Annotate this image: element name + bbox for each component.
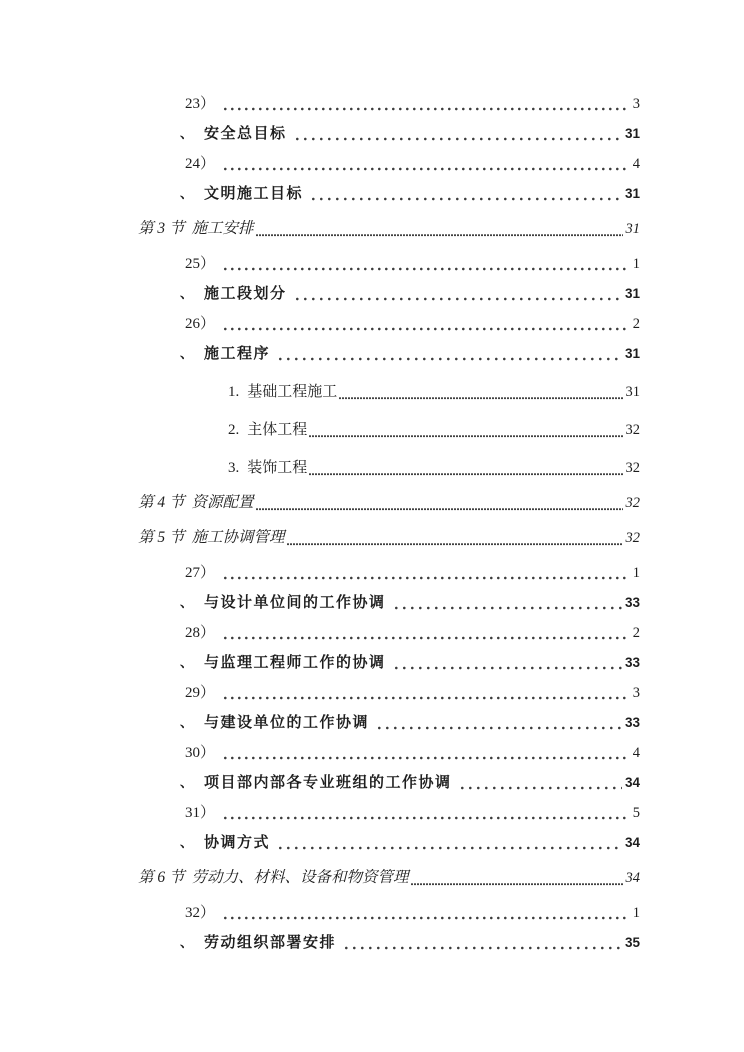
toc-entry-title: 与建设单位的工作协调 (204, 714, 370, 731)
dot-leader-icon (345, 946, 622, 950)
toc-entry-prefix: 29） (185, 685, 216, 701)
dot-leader-icon (256, 233, 623, 237)
toc-entry[interactable] (0, 742, 640, 764)
dot-leader-icon (224, 756, 630, 760)
toc-entry[interactable] (0, 218, 640, 240)
toc-entry-prefix: 、 (180, 775, 194, 790)
dot-leader-icon (296, 297, 622, 301)
page-number: 31 (624, 186, 640, 201)
toc-entry[interactable] (0, 492, 640, 514)
toc-entry-title: 施工安排 (191, 220, 254, 237)
toc-entry-prefix: 2. (228, 422, 240, 438)
toc-entry-title: 基础工程施工 (247, 384, 338, 400)
dot-leader-icon (224, 267, 630, 271)
toc-entry-title: 协调方式 (204, 834, 271, 851)
toc-entry[interactable] (0, 153, 640, 175)
toc-entry-title: 安全总目标 (204, 125, 287, 142)
toc-entry[interactable] (0, 183, 640, 205)
dot-leader-icon (309, 434, 622, 438)
dot-leader-icon (395, 666, 622, 670)
toc-entry-prefix: 、 (180, 715, 194, 730)
page-number: 4 (632, 156, 640, 172)
toc-entry-prefix: 第 6 节 (138, 869, 185, 886)
toc-entry-prefix: 31） (185, 805, 216, 821)
toc-entry[interactable] (0, 283, 640, 305)
page-number: 3 (632, 96, 640, 112)
page-number: 5 (632, 805, 640, 821)
page-number: 35 (624, 935, 640, 950)
toc-entry[interactable] (0, 419, 640, 441)
dot-leader-icon (339, 396, 622, 400)
dot-leader-icon (224, 107, 630, 111)
toc-entry[interactable] (0, 932, 640, 954)
toc-entry[interactable] (0, 902, 640, 924)
toc-entry[interactable] (0, 253, 640, 275)
dot-leader-icon (224, 696, 630, 700)
page-number: 31 (625, 384, 640, 400)
page-number: 1 (632, 905, 640, 921)
toc-entry-prefix: 25） (185, 256, 216, 272)
toc-entry-title: 资源配置 (191, 494, 254, 511)
dot-leader-icon (224, 576, 630, 580)
toc-entry-prefix: 26） (185, 316, 216, 332)
toc-entry-prefix: 28） (185, 625, 216, 641)
toc-entry[interactable] (0, 592, 640, 614)
dot-leader-icon (256, 507, 623, 511)
page-number: 33 (624, 595, 640, 610)
toc-entry-prefix: 、 (180, 835, 194, 850)
toc-entry[interactable] (0, 527, 640, 549)
toc-entry[interactable] (0, 712, 640, 734)
dot-leader-icon (279, 846, 622, 850)
toc-entry-title: 施工段划分 (204, 285, 287, 302)
toc-entry-prefix: 、 (180, 595, 194, 610)
page-number: 32 (625, 495, 640, 511)
page-number: 34 (624, 835, 640, 850)
page-number: 32 (625, 460, 640, 476)
page-number: 31 (624, 286, 640, 301)
toc-entry[interactable] (0, 343, 640, 365)
toc-entry-prefix: 24） (185, 156, 216, 172)
page-number: 3 (632, 685, 640, 701)
toc-entry[interactable] (0, 381, 640, 403)
toc-entry-prefix: 第 3 节 (138, 220, 185, 237)
toc-entry-prefix: 3. (228, 460, 240, 476)
page-number: 2 (632, 625, 640, 641)
dot-leader-icon (224, 636, 630, 640)
toc-entry-title: 项目部内部各专业班组的工作协调 (204, 774, 452, 791)
page-number: 34 (624, 775, 640, 790)
page-number: 2 (632, 316, 640, 332)
dot-leader-icon (224, 916, 630, 920)
page-number: 31 (625, 221, 640, 237)
toc-entry[interactable] (0, 457, 640, 479)
toc-entry-prefix: 1. (228, 384, 240, 400)
toc-entry[interactable] (0, 313, 640, 335)
page-number: 4 (632, 745, 640, 761)
dot-leader-icon (461, 786, 622, 790)
dot-leader-icon (287, 542, 623, 546)
toc-entry-prefix: 30） (185, 745, 216, 761)
toc-entry-prefix: 、 (180, 186, 194, 201)
toc-entry-title: 劳动组织部署安排 (204, 934, 337, 951)
toc-entry-title: 与监理工程师工作的协调 (204, 654, 386, 671)
toc-entry-prefix: 、 (180, 935, 194, 950)
page-number: 1 (632, 565, 640, 581)
dot-leader-icon (224, 327, 630, 331)
toc-entry[interactable] (0, 123, 640, 145)
toc-entry-prefix: 、 (180, 126, 194, 141)
page-number: 32 (625, 422, 640, 438)
toc-entry-title: 主体工程 (247, 422, 308, 438)
dot-leader-icon (411, 882, 623, 886)
toc-entry-prefix: 第 4 节 (138, 494, 185, 511)
toc-entry[interactable] (0, 682, 640, 704)
page-number: 32 (625, 530, 640, 546)
toc-entry[interactable] (0, 93, 640, 115)
toc-entry-prefix: 、 (180, 346, 194, 361)
toc-entry-title: 劳动力、材料、设备和物资管理 (191, 869, 409, 886)
toc-entry[interactable] (0, 622, 640, 644)
toc-entry-prefix: 32） (185, 905, 216, 921)
toc-entry-title: 施工协调管理 (191, 529, 285, 546)
dot-leader-icon (312, 197, 622, 201)
toc-entry[interactable] (0, 867, 640, 889)
toc-entry-prefix: 、 (180, 286, 194, 301)
page-number: 31 (624, 126, 640, 141)
dot-leader-icon (279, 357, 622, 361)
toc-entry-title: 文明施工目标 (204, 185, 304, 202)
toc-entry-title: 装饰工程 (247, 460, 308, 476)
toc-entry[interactable] (0, 832, 640, 854)
dot-leader-icon (309, 472, 622, 476)
dot-leader-icon (378, 726, 622, 730)
dot-leader-icon (224, 816, 630, 820)
toc-entry-prefix: 27） (185, 565, 216, 581)
toc-entry[interactable] (0, 652, 640, 674)
dot-leader-icon (296, 137, 622, 141)
page-number: 33 (624, 655, 640, 670)
toc-entry-prefix: 第 5 节 (138, 529, 185, 546)
toc-entry[interactable] (0, 562, 640, 584)
toc-entry[interactable] (0, 802, 640, 824)
dot-leader-icon (224, 167, 630, 171)
toc-entry-prefix: 23） (185, 96, 216, 112)
toc-entry[interactable] (0, 772, 640, 794)
toc-entry-title: 与设计单位间的工作协调 (204, 594, 386, 611)
toc-entry-prefix: 、 (180, 655, 194, 670)
page-number: 1 (632, 256, 640, 272)
toc-entry-title: 施工程序 (204, 345, 271, 362)
page-number: 33 (624, 715, 640, 730)
page-number: 31 (624, 346, 640, 361)
dot-leader-icon (395, 606, 622, 610)
page-number: 34 (625, 870, 640, 886)
